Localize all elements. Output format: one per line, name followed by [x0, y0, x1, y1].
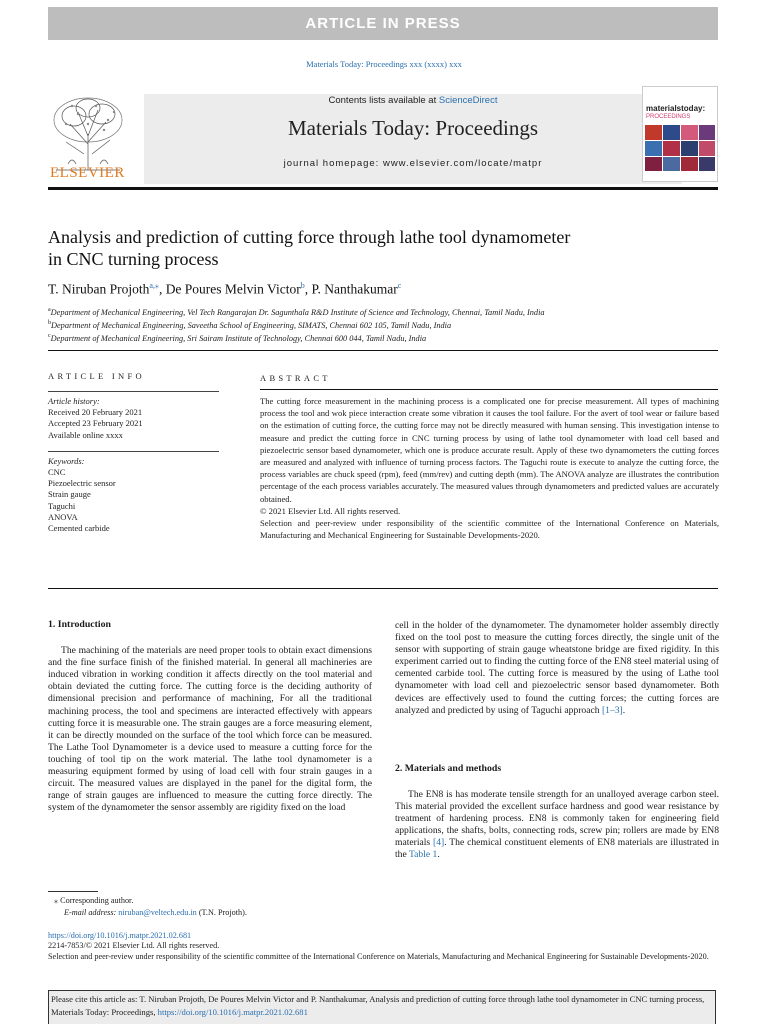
citation-link[interactable]: [1–3] — [601, 704, 623, 716]
cover-mosaic-icon — [645, 125, 715, 173]
history-accepted: Accepted 23 February 2021 — [48, 418, 143, 429]
info-rule — [48, 391, 219, 392]
citation-text: Please cite this article as: T. Niruban Projoth, De Poures Melvin Victor and P. Nanthakumar, Analysis and prediction of cutting force through lathe tool dynamometer in CNC turning process, Materials Today: Proceedings, — [51, 994, 705, 1017]
header-divider — [48, 187, 718, 190]
keyword[interactable]: CNC — [48, 467, 66, 478]
author-name[interactable]: De Poures Melvin Victor — [165, 281, 301, 297]
affiliation-item: $^c$Department of Mechanical Engineering, Sri Sairam Institute of Technology, Chennai 600 044, Tamil Nadu, India — [48, 333, 427, 343]
author-affil-link[interactable]: b — [300, 281, 305, 290]
abstract-heading: ABSTRACT — [260, 373, 331, 383]
keyword[interactable]: Taguchi — [48, 500, 76, 511]
journal-title: Materials Today: Proceedings — [287, 116, 539, 140]
history-online: Available online xxxx — [48, 429, 123, 440]
doi-link[interactable]: https://doi.org/10.1016/j.matpr.2021.02.681 — [48, 931, 192, 940]
author-affil-link[interactable]: c — [397, 281, 402, 290]
affiliation-item: $^b$Department of Mechanical Engineering, Saveetha School of Engineering, SIMATS, Chennai 602 105, Tamil Nadu, India — [48, 320, 452, 330]
abstract-peer-review: Selection and peer-review under responsibility of the scientific committee of the International Conference on Materials, Manufacturing and Mechanical Engineering for Sustainable Developments-2020. — [260, 518, 719, 541]
history-received: Received 20 February 2021 — [48, 407, 143, 418]
info-rule — [48, 451, 219, 452]
article-in-press-banner: ARTICLE IN PRESS — [48, 7, 718, 40]
keyword[interactable]: ANOVA — [48, 511, 78, 522]
journal-homepage[interactable]: journal homepage: www.elsevier.com/locate/matpr — [283, 158, 543, 169]
journal-reference-link[interactable]: Materials Today: Proceedings xxx (xxxx) xxx — [306, 59, 462, 69]
citation-doi-link[interactable]: https://doi.org/10.1016/j.matpr.2021.02.681 — [157, 1007, 308, 1017]
author-list: T. Niruban Projoth$^{a,⁎}$, De Poures Melvin Victor$^b$, P. Nanthakumar$^c$ — [48, 281, 402, 297]
abstract-text: The cutting force measurement in the machining process is a complicated one for precise measurement. All types of machining process the tool and wok piece interaction create some vibration it causes the tool failure. For the avert of tool wear or failure based on the estimation of cutting force, the cutting force may not be directly measured with human sensing. This investigation intense to measure and predict the cutting force in CNC turning process by using of lathe tool dynamometer with load cell based and piezoelectric sensor based dynamometer, which one is produce accurate result. Apply of these two dynamometers the cutting forces are measured and analyzed with influence of turning process factors. The Taguchi route is execute to analyze the cutting force, the process variables are chuck speed (rpm), feed (mm/rev) and cutting depth (mm). The ANOVA analyze are illustrates the contribution percentage of the each process variables accurately. The measured values through dynamometers and predicted values are accurately obtained. — [260, 396, 719, 504]
journal-header — [48, 86, 718, 186]
citation-link[interactable]: [4] — [433, 837, 445, 849]
keyword[interactable]: Piezoelectric sensor — [48, 478, 116, 489]
section-heading-methods: 2. Materials and methods — [395, 762, 502, 774]
footnote — [48, 895, 378, 918]
sciencedirect-link[interactable]: ScienceDirect — [438, 95, 498, 106]
article-title: Analysis and prediction of cutting force through lathe tool dynamometer in CNC turning process — [48, 227, 571, 269]
table-link[interactable]: Table 1 — [408, 849, 438, 861]
keyword[interactable]: Cemented carbide — [48, 523, 110, 534]
journal-banner-box — [144, 94, 682, 184]
journal-cover-thumbnail[interactable] — [642, 86, 718, 182]
keywords-label: Keywords: — [48, 455, 85, 466]
author-name[interactable]: T. Niruban Projoth — [48, 281, 150, 297]
history-label: Article history: — [48, 396, 100, 406]
email-link[interactable]: niruban@veltech.edu.in — [118, 907, 197, 917]
section-divider — [48, 588, 718, 589]
elsevier-tree-icon — [48, 94, 128, 172]
left-column — [48, 619, 372, 814]
contents-prefix: Contents lists available at — [328, 95, 439, 106]
cover-subtitle: PROCEEDINGS — [646, 114, 691, 120]
keyword[interactable]: Strain gauge — [48, 489, 91, 500]
intro-paragraph-cont: cell in the holder of the dynamometer. The dynamometer holder assembly directly fixed on the tool post to measure the cutting forces directly, the single unit of the sensor with supporting of strain gauge wheatstone bridge are fixed rigidity. In this experiment carried out to finding the cutting force of the EN8 steel material using of cemented carbide tool. The cutting force is measured by the using of Lathe tool dynamometer with load cell and piezoelectric sensor based dynamometer. Both devices are effectively used to found the cutting forces; the cutting forces are analyzed and predicted by using of Taguchi approach [1–3]. — [395, 620, 719, 716]
right-column — [395, 620, 719, 861]
affiliations — [48, 305, 718, 344]
bottom-peer-review: Selection and peer-review under responsibility of the scientific committee of the International Conference on Materials, Manufacturing and Mechanical Engineering for Sustainable Developments-2020. — [48, 951, 709, 961]
elsevier-logo[interactable] — [48, 94, 128, 186]
citation-box — [48, 990, 716, 1024]
issn-line: 2214-7853/© 2021 Elsevier Ltd. All rights reserved. — [48, 941, 220, 951]
abstract-rule — [260, 389, 718, 390]
intro-paragraph: The machining of the materials are need proper tools to obtain exact dimensions and the fine surface finish of the finished material. In general all machineries are induced vibration in working condition it affects directly on the tool material and obtain deviated the cutting force. The cutting force is the deciding authority of dimensional precision and performance of machining, For all the traditional machining process, the tool and specimens are interacted effectively with appears cutting force it is measurable one. The strain gauges are a force measuring element, it can be directly mounded on the surface of the tool which force can be measured. The Lathe Tool Dynamometer is a device used to measure a cutting force for the touching of tool tip on the work material. The lathe tool dynamometer is a measuring equipment formed by using of load cell with four strain gauges in a circuit. The measured values are displayed in the panel for the digital form, the range of strain gauges are influenced to measure the cutting force directly. The system of the dynamometer the sensor assembly are rigidity fixed on the load — [48, 645, 372, 814]
section-heading-introduction: 1. Introduction — [48, 619, 111, 630]
bottom-notes — [48, 931, 718, 962]
email-line: E-mail address: niruban@veltech.edu.in (T.N. Projoth). — [64, 907, 247, 917]
methods-paragraph: The EN8 is has moderate tensile strength for an unalloyed average carbon steel. This material provided the excellent surface hardness and good wear resistance by treatment of hardening process. EN8 is commonly taken for engineering field applications, the shafts, bolts, connecting rods, screw pin; rollers are made by EN8 materials [4]. The chemical constituent elements of EN8 materials are illustrated in the Table 1. — [395, 788, 720, 861]
corresponding-author: ⁎ Corresponding author. — [54, 896, 134, 905]
elsevier-wordmark: ELSEVIER — [50, 165, 125, 181]
contents-line — [144, 95, 682, 106]
author-affil-link[interactable]: a,⁎ — [149, 281, 159, 290]
abstract-body — [260, 395, 719, 541]
affiliation-item: $^a$Department of Mechanical Engineering, Vel Tech Rangarajan Dr. Sagunthala R&D Institute of Science and Technology, Chennai, Tamil Nadu, India — [48, 307, 545, 317]
cover-title: materialstoday: PROCEEDINGS — [643, 87, 717, 121]
article-info-heading: ARTICLE INFO — [48, 371, 145, 381]
section-divider — [48, 350, 718, 351]
article-info-panel — [48, 391, 219, 534]
footnote-rule — [48, 891, 98, 892]
author-name[interactable]: P. Nanthakumar — [311, 281, 398, 297]
abstract-copyright: © 2021 Elsevier Ltd. All rights reserved. — [260, 505, 401, 516]
